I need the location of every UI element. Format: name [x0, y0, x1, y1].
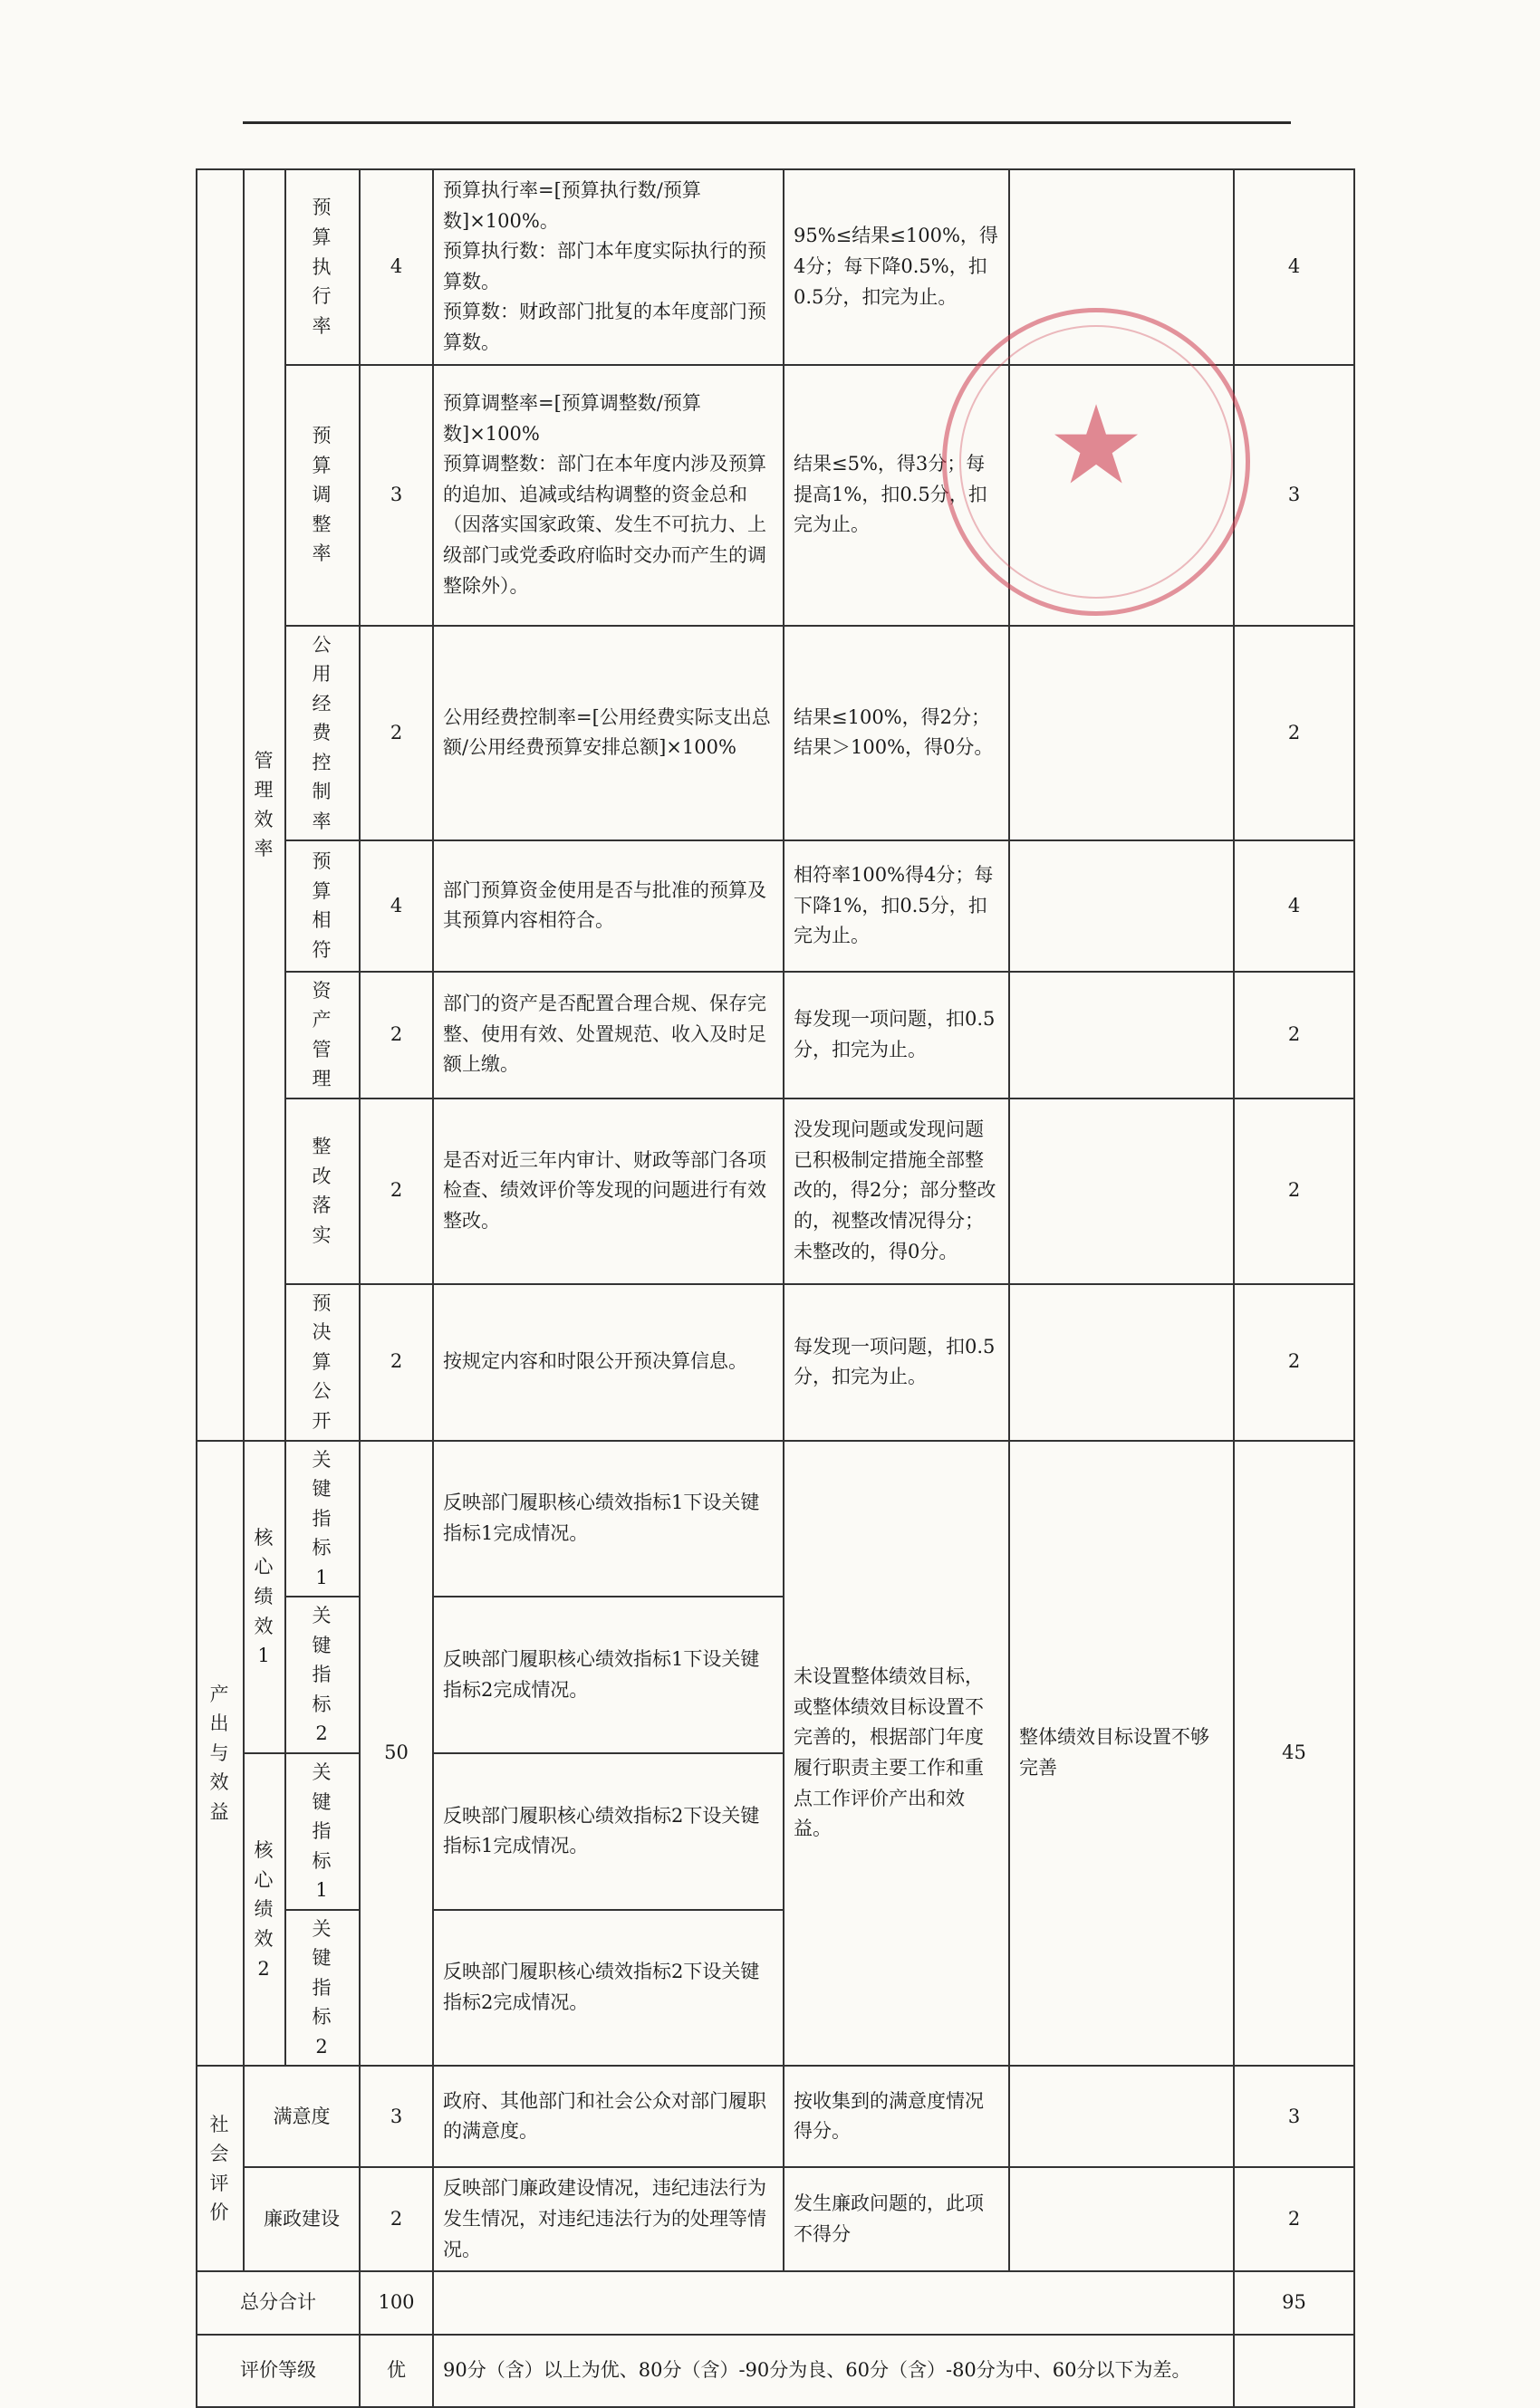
indicator-integrity: 廉政建设 [244, 2167, 360, 2271]
stacked-char: 效 [254, 1927, 275, 1950]
stacked-char: 理 [312, 1068, 333, 1090]
stacked-char: 率 [312, 542, 333, 565]
content-line: 预算执行数：部门本年度实际执行的预算数。 [443, 240, 766, 293]
total-weight: 100 [360, 2271, 433, 2335]
stacked-char: 关 [312, 1448, 333, 1471]
stacked-char: 算 [312, 225, 333, 248]
rule-cell: 每发现一项问题，扣0.5分，扣完为止。 [784, 972, 1009, 1098]
rule-line: 结果≤100%，得2分； [794, 705, 990, 728]
weight-cell: 4 [360, 169, 433, 365]
stacked-char: 相 [312, 909, 333, 932]
stacked-char: 指 [312, 1507, 333, 1530]
stacked-char: 与 [209, 1741, 231, 1764]
stacked-char: 整 [312, 513, 333, 535]
key-indicator-2 [285, 1597, 360, 1753]
content-cell: 反映部门履职核心绩效指标1下设关键指标2完成情况。 [433, 1597, 784, 1753]
stacked-char: 开 [312, 1409, 333, 1432]
content-cell: 按规定内容和时限公开预决算信息。 [433, 1284, 784, 1441]
remark-cell [1009, 972, 1234, 1098]
total-score: 95 [1234, 2271, 1354, 2335]
performance-evaluation-table [196, 168, 1355, 2408]
row-satisfaction [197, 2066, 1354, 2167]
stacked-char: 心 [254, 1556, 275, 1578]
indicator-asset-management [285, 972, 360, 1098]
stacked-char: 评 [209, 2172, 231, 2194]
stacked-char: 调 [312, 484, 333, 506]
grade-value: 优 [360, 2335, 433, 2407]
weight-cell: 3 [360, 365, 433, 626]
rule-cell: 没发现问题或发现问题已积极制定措施全部整改的，得2分；部分整改的，视整改情况得分；未整改的，得0分。 [784, 1098, 1009, 1284]
stacked-char: 率 [312, 314, 333, 337]
weight-cell: 2 [360, 972, 433, 1098]
score-cell: 2 [1234, 2167, 1354, 2271]
stacked-char: 标 [312, 1693, 333, 1715]
stacked-char: 算 [312, 1350, 333, 1373]
stacked-char: 率 [254, 838, 275, 860]
stacked-char: 1 [315, 1879, 330, 1902]
stacked-char: 效 [254, 808, 275, 830]
seal-star-icon: ★ [1047, 383, 1145, 509]
stacked-char: 执 [312, 255, 333, 278]
total-label: 总分合计 [197, 2271, 360, 2335]
stacked-char: 指 [312, 1664, 333, 1686]
stacked-char: 核 [254, 1839, 275, 1862]
stacked-char: 预 [312, 425, 333, 447]
stacked-char: 公 [312, 633, 333, 656]
row-rectification [197, 1098, 1354, 1284]
stacked-char: 键 [312, 1634, 333, 1656]
content-cell [433, 169, 784, 365]
content-line: 预算执行率=[预算执行数/预算数]×100%。 [443, 179, 701, 232]
stacked-char: 产 [209, 1683, 231, 1705]
stacked-char: 算 [312, 879, 333, 902]
rule-cell: 按收集到的满意度情况得分。 [784, 2066, 1009, 2167]
remark-cell [1009, 840, 1234, 971]
weight-cell: 2 [360, 1098, 433, 1284]
score-cell: 45 [1234, 1441, 1354, 2067]
score-cell: 2 [1234, 1284, 1354, 1441]
weight-cell: 4 [360, 840, 433, 971]
stacked-char: 费 [312, 722, 333, 744]
rule-cell [784, 626, 1009, 841]
stacked-char: 预 [312, 850, 333, 873]
indicator-public-funds [285, 626, 360, 841]
stacked-char: 符 [312, 939, 333, 962]
stacked-char: 指 [312, 1976, 333, 1999]
stacked-char: 标 [312, 1849, 333, 1872]
rule-cell: 发生廉政问题的，此项不得分 [784, 2167, 1009, 2271]
remark-cell [1009, 365, 1234, 626]
remark-cell [1009, 1098, 1234, 1284]
rule-cell: 未设置整体绩效目标，或整体绩效目标设置不完善的，根据部门年度履行职责主要工作和重点工作评价产出和效益。 [784, 1441, 1009, 2067]
stacked-char: 键 [312, 1947, 333, 1970]
core-performance-1 [244, 1441, 285, 1753]
indicator-rectification [285, 1098, 360, 1284]
stacked-char: 2 [315, 2035, 330, 2058]
content-line: 预算调整率=[预算调整数/预算数]×100% [443, 391, 701, 445]
weight-cell: 2 [360, 626, 433, 841]
stacked-char: 核 [254, 1526, 275, 1549]
row-integrity [197, 2167, 1354, 2271]
rule-cell: 95%≤结果≤100%，得4分；每下降0.5%，扣0.5分，扣完为止。 [784, 169, 1009, 365]
content-cell: 政府、其他部门和社会公众对部门履职的满意度。 [433, 2066, 784, 2167]
row-budget-consistency [197, 840, 1354, 971]
row-disclosure [197, 1284, 1354, 1441]
score-cell: 2 [1234, 1098, 1354, 1284]
remark-cell [1009, 626, 1234, 841]
stacked-char: 整 [312, 1136, 333, 1158]
stacked-char: 公 [312, 1380, 333, 1403]
stacked-char: 指 [312, 1820, 333, 1843]
grade-blank [1234, 2335, 1354, 2407]
stacked-char: 会 [209, 2143, 231, 2165]
grade-description: 90分（含）以上为优、80分（含）-90分为良、60分（含）-80分为中、60分以下为差。 [433, 2335, 1234, 2407]
indicator-budget-consistency [285, 840, 360, 971]
remark-cell [1009, 2167, 1234, 2271]
indicator-satisfaction: 满意度 [244, 2066, 360, 2167]
stacked-char: 制 [312, 781, 333, 803]
stacked-char: 控 [312, 751, 333, 773]
content-cell: 部门预算资金使用是否与批准的预算及其预算内容相符合。 [433, 840, 784, 971]
stacked-char: 行 [312, 285, 333, 308]
weight-cell: 50 [360, 1441, 433, 2067]
stacked-char: 1 [315, 1566, 330, 1588]
stacked-char: 2 [315, 1722, 330, 1745]
stacked-char: 2 [257, 1957, 272, 1980]
weight-cell: 2 [360, 2167, 433, 2271]
content-cell: 反映部门履职核心绩效指标1下设关键指标1完成情况。 [433, 1441, 784, 1597]
group-management-efficiency [244, 169, 285, 1441]
row-output-1 [197, 1441, 1354, 1597]
weight-cell: 3 [360, 2066, 433, 2167]
stacked-char: 关 [312, 1760, 333, 1783]
key-indicator-1 [285, 1753, 360, 1910]
content-cell [433, 365, 784, 626]
stacked-char: 算 [312, 454, 333, 476]
stacked-char: 标 [312, 2006, 333, 2029]
row-budget-execution [197, 169, 1354, 365]
stacked-char: 1 [257, 1645, 272, 1667]
rule-cell: 结果≤5%，得3分；每提高1%，扣0.5分，扣完为止。 [784, 365, 1009, 626]
remark-cell [1009, 1284, 1234, 1441]
stacked-char: 管 [312, 1038, 333, 1060]
core-performance-2 [244, 1753, 285, 2066]
stacked-char: 实 [312, 1223, 333, 1246]
score-cell: 2 [1234, 972, 1354, 1098]
content-cell: 部门的资产是否配置合理合规、保存完整、使用有效、处置规范、收入及时足额上缴。 [433, 972, 784, 1098]
rule-cell: 相符率100%得4分；每下降1%，扣0.5分，扣完为止。 [784, 840, 1009, 971]
content-line: 预算调整数：部门在本年度内涉及预算的追加、追减或结构调整的资金总和（因落实国家政策、发生不可抗力、上级部门或党委政府临时交办而产生的调整除外）。 [443, 453, 766, 597]
stacked-char: 益 [209, 1800, 231, 1823]
stacked-char: 心 [254, 1868, 275, 1891]
stacked-char: 效 [254, 1615, 275, 1637]
remark-cell [1009, 2066, 1234, 2167]
stacked-char: 绩 [254, 1898, 275, 1921]
stacked-char: 键 [312, 1478, 333, 1501]
stacked-char: 键 [312, 1790, 333, 1813]
group-social-evaluation [197, 2066, 244, 2271]
score-cell: 4 [1234, 840, 1354, 971]
stacked-char: 关 [312, 1605, 333, 1627]
content-line: 预算数：财政部门批复的本年度部门预算数。 [443, 301, 766, 353]
group-output-benefit [197, 1441, 244, 2067]
stacked-char: 理 [254, 779, 275, 801]
stacked-char: 绩 [254, 1585, 275, 1607]
stacked-char: 标 [312, 1537, 333, 1559]
stacked-char: 管 [254, 749, 275, 772]
stacked-char: 改 [312, 1165, 333, 1187]
rule-line: 结果＞100%，得0分。 [794, 736, 994, 759]
stacked-char: 产 [312, 1009, 333, 1031]
content-cell: 公用经费控制率=[公用经费实际支出总额/公用经费预算安排总额]×100% [433, 626, 784, 841]
indicator-budget-adjustment [285, 365, 360, 626]
stacked-char: 落 [312, 1194, 333, 1217]
stacked-char: 预 [312, 1291, 333, 1314]
stacked-char: 预 [312, 197, 333, 219]
stacked-char: 出 [209, 1712, 231, 1735]
stacked-char: 率 [312, 810, 333, 832]
weight-cell: 2 [360, 1284, 433, 1441]
row-asset-management [197, 972, 1354, 1098]
row-total [197, 2271, 1354, 2335]
row-public-funds [197, 626, 1354, 841]
stacked-char: 用 [312, 663, 333, 686]
stacked-char: 资 [312, 979, 333, 1002]
score-cell: 3 [1234, 365, 1354, 626]
stacked-char: 价 [209, 2202, 231, 2224]
row-grade [197, 2335, 1354, 2407]
key-indicator-2 [285, 1910, 360, 2067]
stacked-char: 决 [312, 1321, 333, 1344]
content-cell: 反映部门履职核心绩效指标2下设关键指标2完成情况。 [433, 1910, 784, 2067]
score-cell: 2 [1234, 626, 1354, 841]
remark-cell: 整体绩效目标设置不够完善 [1009, 1441, 1234, 2067]
blank-category-cell [197, 169, 244, 1441]
total-blank [433, 2271, 1234, 2335]
header-rule [243, 121, 1291, 124]
indicator-budget-execution [285, 169, 360, 365]
indicator-disclosure [285, 1284, 360, 1441]
key-indicator-1 [285, 1441, 360, 1597]
score-cell: 4 [1234, 169, 1354, 365]
rule-cell: 每发现一项问题，扣0.5分，扣完为止。 [784, 1284, 1009, 1441]
grade-label: 评价等级 [197, 2335, 360, 2407]
stacked-char: 社 [209, 2113, 231, 2135]
content-cell: 是否对近三年内审计、财政等部门各项检查、绩效评价等发现的问题进行有效整改。 [433, 1098, 784, 1284]
stacked-char: 经 [312, 692, 333, 715]
stacked-char: 效 [209, 1771, 231, 1794]
row-budget-adjustment [197, 365, 1354, 626]
stacked-char: 关 [312, 1917, 333, 1940]
content-cell: 反映部门廉政建设情况，违纪违法行为发生情况，对违纪违法行为的处理等情况。 [433, 2167, 784, 2271]
content-cell: 反映部门履职核心绩效指标2下设关键指标1完成情况。 [433, 1753, 784, 1910]
remark-cell [1009, 169, 1234, 365]
score-cell: 3 [1234, 2066, 1354, 2167]
